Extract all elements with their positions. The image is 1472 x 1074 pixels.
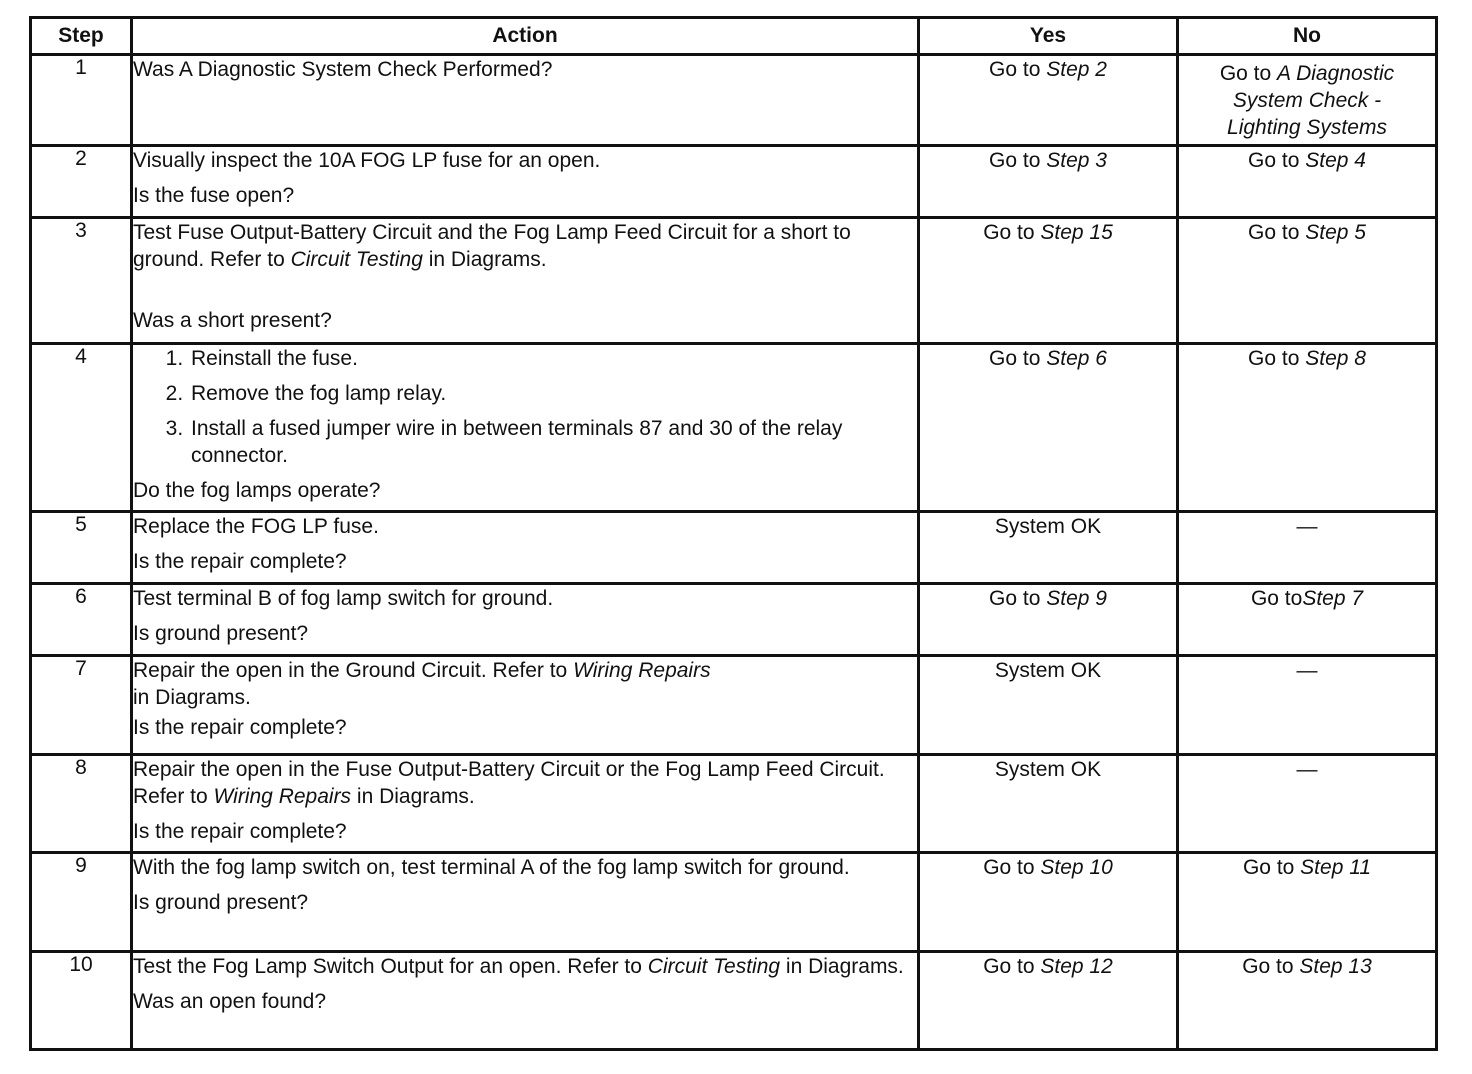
action-steps-list [133, 345, 917, 469]
action-text [133, 657, 917, 711]
yes-cell [919, 218, 1178, 344]
action-cell [132, 55, 919, 146]
list-item: 2. Remove the fog lamp relay. [189, 380, 917, 407]
yes-cell: System OK [919, 512, 1178, 584]
action-text-part: in Diagrams. [351, 785, 475, 808]
no-link: Step 5 [1305, 221, 1366, 244]
action-question: Was an open found? [133, 990, 327, 1013]
no-prefix: Go to [1250, 587, 1303, 610]
action-reference: Circuit Testing [290, 248, 423, 271]
step-number: 3 [31, 218, 132, 344]
yes-cell [919, 344, 1178, 512]
yes-prefix: Go to [983, 955, 1041, 978]
action-cell [132, 584, 919, 656]
yes-cell [919, 853, 1178, 952]
yes-link: Step 3 [1046, 149, 1107, 172]
action-text: With the fog lamp switch on, test terminal A of the fog lamp switch for ground. [133, 856, 850, 879]
yes-cell [919, 146, 1178, 218]
yes-link: Step 12 [1040, 955, 1113, 978]
step-number: 8 [31, 755, 132, 853]
no-cell: — [1178, 656, 1437, 755]
action-question: Is the repair complete? [133, 550, 347, 573]
table-row [31, 512, 1437, 584]
table-row [31, 584, 1437, 656]
no-link: Step 8 [1305, 347, 1366, 370]
action-text [133, 219, 917, 273]
list-item: 1. Reinstall the fuse. [189, 345, 917, 372]
header-no: No [1178, 18, 1437, 55]
action-question: Is the fuse open? [133, 184, 295, 207]
table-row [31, 755, 1437, 853]
action-cell [132, 146, 919, 218]
action-question: Is ground present? [133, 891, 309, 914]
no-cell [1178, 344, 1437, 512]
action-text: Was A Diagnostic System Check Performed? [133, 58, 553, 81]
table-row [31, 146, 1437, 218]
yes-link: Step 9 [1046, 587, 1107, 610]
no-cell [1178, 55, 1437, 146]
action-text-part: in Diagrams. [133, 686, 251, 709]
step-number: 10 [31, 952, 132, 1050]
action-cell [132, 656, 919, 755]
action-reference: Wiring Repairs [213, 785, 352, 808]
step-number: 5 [31, 512, 132, 584]
yes-prefix: Go to [983, 856, 1041, 879]
step-number: 6 [31, 584, 132, 656]
action-question: Is the repair complete? [133, 820, 347, 843]
no-cell: — [1178, 755, 1437, 853]
action-text: Visually inspect the 10A FOG LP fuse for an open. [133, 149, 601, 172]
no-cell [1178, 218, 1437, 344]
table-row [31, 55, 1437, 146]
step-number: 9 [31, 853, 132, 952]
yes-cell [919, 952, 1178, 1050]
table-row [31, 952, 1437, 1050]
yes-cell [919, 584, 1178, 656]
no-cell: — [1178, 512, 1437, 584]
action-text: Replace the FOG LP fuse. [133, 515, 379, 538]
no-cell [1178, 952, 1437, 1050]
header-row [31, 18, 1437, 55]
no-cell [1178, 853, 1437, 952]
action-text [133, 953, 917, 980]
action-text-part: in Diagrams. [422, 248, 547, 271]
no-link: Step 11 [1300, 856, 1372, 879]
no-prefix: Go to [1248, 347, 1306, 370]
yes-link: Step 2 [1046, 58, 1107, 81]
yes-prefix: Go to [983, 221, 1041, 244]
action-question: Is the repair complete? [133, 716, 347, 739]
yes-prefix: Go to [989, 58, 1047, 81]
header-yes: Yes [919, 18, 1178, 55]
action-question: Was a short present? [133, 309, 332, 332]
table-row [31, 656, 1437, 755]
step-number: 2 [31, 146, 132, 218]
list-item: 3. Install a fused jumper wire in between terminals 87 and 30 of the relay connector. [189, 415, 917, 469]
header-step: Step [31, 18, 132, 55]
action-cell [132, 755, 919, 853]
action-cell [132, 952, 919, 1050]
no-cell [1178, 146, 1437, 218]
no-link: Step 13 [1299, 955, 1372, 978]
action-reference: Wiring Repairs [573, 659, 711, 682]
action-question: Do the fog lamps operate? [133, 479, 381, 502]
step-number: 7 [31, 656, 132, 755]
action-cell [132, 512, 919, 584]
yes-prefix: Go to [989, 587, 1047, 610]
action-cell [132, 853, 919, 952]
yes-cell: System OK [919, 656, 1178, 755]
action-text: Test terminal B of fog lamp switch for ground. [133, 587, 554, 610]
action-text-part: Test Fuse Output-Battery Circuit and the Fog Lamp Feed Circuit for a short to ground. Refer to [133, 221, 851, 271]
no-link: Step 7 [1302, 587, 1364, 610]
no-cell [1178, 584, 1437, 656]
no-link: Step 4 [1305, 149, 1366, 172]
table-row [31, 344, 1437, 512]
table-row [31, 218, 1437, 344]
yes-link: Step 10 [1040, 856, 1113, 879]
action-text-part: Test the Fog Lamp Switch Output for an open. Refer to [133, 955, 648, 978]
step-number: 1 [31, 55, 132, 146]
yes-prefix: Go to [989, 149, 1047, 172]
yes-prefix: Go to [989, 347, 1047, 370]
no-prefix: Go to [1248, 149, 1306, 172]
table-row [31, 853, 1437, 952]
action-text-part: Repair the open in the Ground Circuit. Refer to [133, 659, 574, 682]
no-prefix: Go to [1242, 955, 1300, 978]
action-cell [132, 218, 919, 344]
no-prefix: Go to [1248, 221, 1306, 244]
yes-link: Step 15 [1040, 221, 1113, 244]
yes-cell: System OK [919, 755, 1178, 853]
yes-cell [919, 55, 1178, 146]
header-action: Action [132, 18, 919, 55]
action-text-part: in Diagrams. [780, 955, 904, 978]
action-reference: Circuit Testing [647, 955, 781, 978]
action-cell [132, 344, 919, 512]
step-number: 4 [31, 344, 132, 512]
diagnostic-table [29, 16, 1438, 1051]
no-link: A Diagnostic System Check - Lighting Systems [1227, 62, 1395, 139]
action-text-part: Repair the open in the Fuse Output-Battery Circuit or the Fog Lamp Feed Circuit. Refer to [133, 758, 885, 808]
no-prefix: Go to [1219, 62, 1278, 85]
action-text [133, 756, 917, 810]
no-prefix: Go to [1242, 856, 1301, 879]
action-question: Is ground present? [133, 622, 309, 645]
yes-link: Step 6 [1046, 347, 1107, 370]
